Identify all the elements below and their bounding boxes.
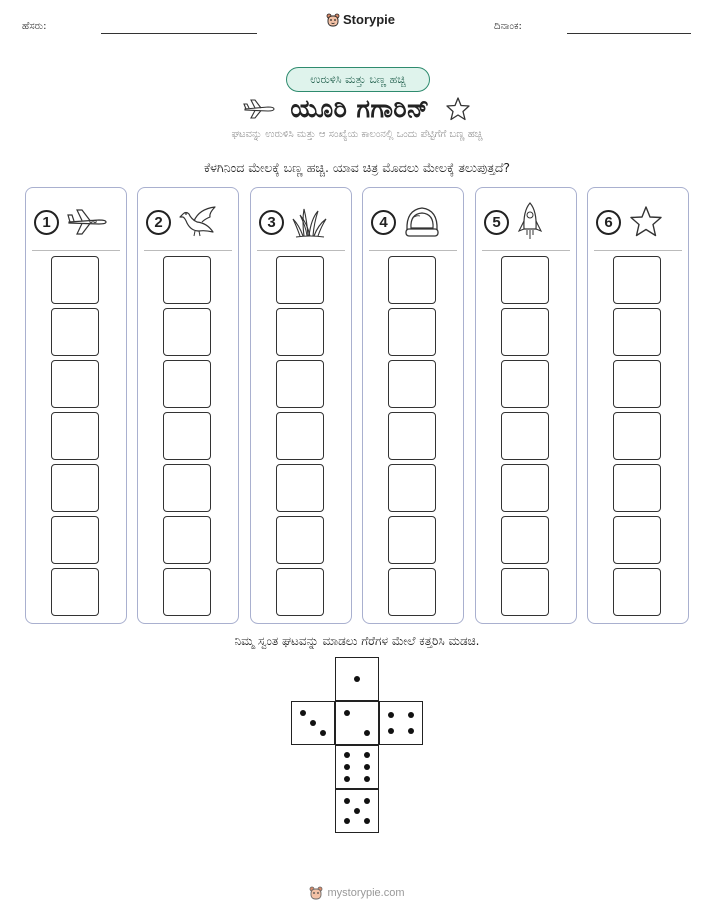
column-4 [362,187,464,624]
column-header [484,202,568,242]
color-box[interactable] [388,464,436,512]
color-box[interactable] [501,360,549,408]
dice-pip [408,728,414,734]
dice-pip [364,818,370,824]
dice-pip [364,776,370,782]
airplane-icon [242,98,276,120]
color-box[interactable] [51,308,99,356]
color-box[interactable] [163,360,211,408]
grass-icon [290,205,330,239]
worksheet-header [0,0,714,44]
color-box[interactable] [276,516,324,564]
color-box[interactable] [163,308,211,356]
column-header [259,202,343,242]
column-number: 2 [146,210,171,235]
column-divider [144,250,232,251]
dice-pip [310,720,316,726]
star-icon [627,204,665,240]
bird-icon [177,205,221,239]
column-divider [482,250,570,251]
column-divider [594,250,682,251]
column-divider [369,250,457,251]
color-box[interactable] [163,464,211,512]
astronaut-helmet-icon [402,204,442,240]
color-box[interactable] [501,568,549,616]
column-3 [250,187,352,624]
color-box[interactable] [163,568,211,616]
dice-face-1 [335,657,379,701]
column-6 [587,187,689,624]
color-box[interactable] [51,464,99,512]
color-box[interactable] [613,568,661,616]
dice-pip [388,712,394,718]
dice-pip [300,710,306,716]
color-box[interactable] [276,568,324,616]
dice-instruction: ನಿಮ್ಮ ಸ್ವಂತ ಘಟವನ್ನು ಮಾಡಲು ಗೆರೆಗಳ ಮೇಲೆ ಕತ್ತರಿಸಿ ಮಡಚಿ. [234,634,480,648]
dice-face-3 [291,701,335,745]
instructions-subtitle: ಘಟವನ್ನು ಉರುಳಿಸಿ ಮತ್ತು ಆ ಸಂಖ್ಯೆಯ ಕಾಲಂನಲ್ಲಿ ಒಂದು ಪೆಟ್ಟಿಗೆಗೆ ಬಣ್ಣ ಹಚ್ಚಿ [231,129,483,140]
column-number: 3 [259,210,284,235]
dice-pip [344,776,350,782]
color-box[interactable] [613,256,661,304]
color-box[interactable] [501,412,549,460]
dice-face-4 [379,701,423,745]
column-header [596,202,680,242]
column-header [371,202,455,242]
dice-face-5 [335,789,379,833]
column-5 [475,187,577,624]
race-columns [25,187,690,624]
column-2 [137,187,239,624]
color-box[interactable] [51,412,99,460]
color-box[interactable] [613,360,661,408]
color-box[interactable] [276,412,324,460]
color-box[interactable] [613,308,661,356]
airplane-icon [65,206,109,238]
color-box[interactable] [501,464,549,512]
color-box[interactable] [276,308,324,356]
color-box[interactable] [388,412,436,460]
dice-pip [344,798,350,804]
question-text: ಕೆಳಗಿನಿಂದ ಮೇಲಕ್ಕೆ ಬಣ್ಣ ಹಚ್ಚಿ. ಯಾವ ಚಿತ್ರ ಮೊದಲು ಮೇಲಕ್ಕೆ ತಲುಪುತ್ತದೆ? [203,160,511,175]
dice-pip [344,764,350,770]
dice-pip [354,808,360,814]
dice-pip [344,752,350,758]
color-box[interactable] [51,568,99,616]
dice-pip [354,676,360,682]
brand-name: Storypie [343,12,396,27]
column-number: 6 [596,210,621,235]
column-number: 1 [34,210,59,235]
dice-face-2 [335,701,379,745]
name-label: ಹೆಸರು: [22,21,47,32]
dice-face-6 [335,745,379,789]
date-label: ದಿನಾಂಕ: [494,21,522,32]
dice-pip [320,730,326,736]
color-box[interactable] [276,256,324,304]
activity-type-badge: ಉರುಳಿಸಿ ಮತ್ತು ಬಣ್ಣ ಹಚ್ಚಿ [286,67,430,92]
column-divider [257,250,345,251]
column-number: 4 [371,210,396,235]
dice-pip [364,764,370,770]
color-box[interactable] [613,464,661,512]
color-box[interactable] [501,256,549,304]
color-box[interactable] [388,516,436,564]
color-box[interactable] [388,308,436,356]
color-box[interactable] [501,516,549,564]
title-row [0,92,714,126]
column-divider [32,250,120,251]
name-write-line [101,33,257,34]
color-box[interactable] [276,360,324,408]
storypie-logo [326,12,395,27]
color-box[interactable] [613,412,661,460]
dice-pip [388,728,394,734]
color-box[interactable] [276,464,324,512]
color-box[interactable] [388,256,436,304]
dice-pip [344,710,350,716]
color-box[interactable] [163,516,211,564]
dice-pip [408,712,414,718]
color-box[interactable] [51,256,99,304]
dice-pip [364,798,370,804]
color-box[interactable] [613,516,661,564]
footer [0,886,714,900]
star-icon [444,95,472,123]
column-header [146,202,230,242]
website-link[interactable]: mystorypie.com [327,887,405,899]
rocket-icon [515,201,545,243]
date-write-line [567,33,691,34]
page-title: ಯೂರಿ ಗಗಾರಿನ್ [290,94,430,123]
column-number: 5 [484,210,509,235]
color-box[interactable] [388,360,436,408]
color-box[interactable] [51,516,99,564]
dice-pip [344,818,350,824]
column-1 [25,187,127,624]
column-header [34,202,118,242]
color-box[interactable] [163,412,211,460]
dice-pip [364,752,370,758]
color-box[interactable] [501,308,549,356]
storypie-mascot-icon [309,886,323,900]
color-box[interactable] [51,360,99,408]
storypie-mascot-icon [326,13,340,27]
dice-pip [364,730,370,736]
color-box[interactable] [163,256,211,304]
color-box[interactable] [388,568,436,616]
